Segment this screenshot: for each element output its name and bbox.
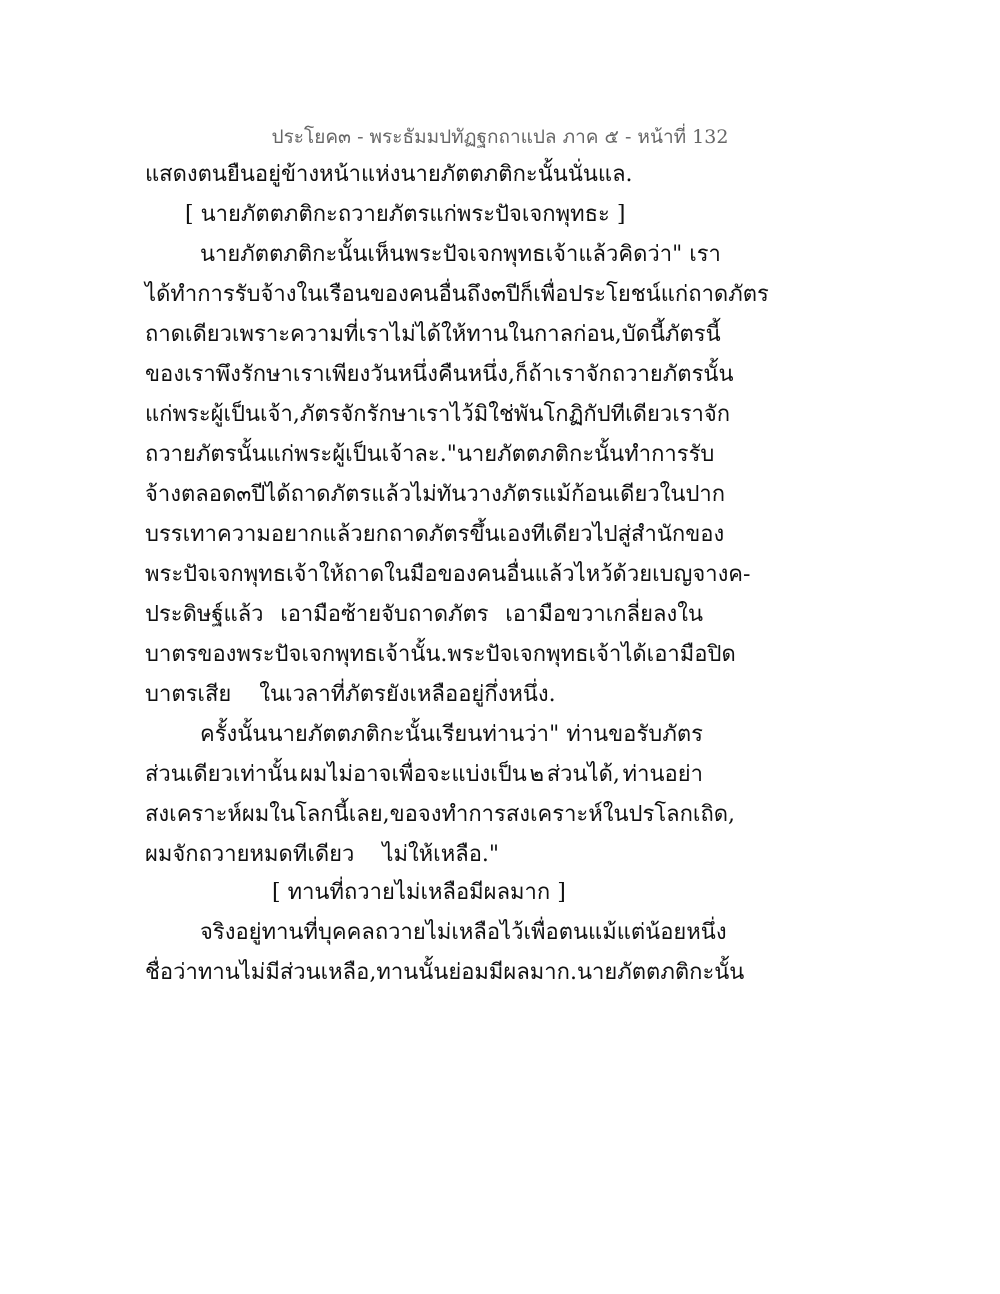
word: ชื่อว่าทานไม่มีส่วนเหลือ, [145,960,377,985]
word: ได้ทำการรับจ้างในเรือนของคนอื่นถึง [145,282,491,307]
word: ทานนั้นย่อมมีผลมาก. [376,960,577,985]
text-line [145,760,703,790]
text-line [145,400,731,430]
word: ภัตร [662,722,703,747]
text-line [145,160,703,190]
text-line [145,600,703,630]
word: เอามือซ้ายจับถาดภัตร [280,602,489,627]
word: ก็เพื่อประโยชน์แก่ถาดภัตร [519,282,769,307]
word: บาตรของพระปัจเจกพุทธเจ้านั้น. [145,642,448,667]
word: คิดว่า [618,242,673,267]
text-line [145,800,736,830]
word: ท่านอย่า [622,762,703,787]
word: ผมจักถวายหมดทีเดียว [145,842,355,867]
word: นายภัตตภติกะนั้น [200,242,368,267]
word: เรียนท่านว่า [435,722,549,747]
word: ในเวลาที่ภัตรยังเหลืออยู่กึ่งหนึ่ง. [259,682,556,707]
text-line [145,280,769,310]
word: [ นายภัตตภติกะถวายภัตรแก่พระปัจเจกพุทธะ ] [185,202,626,227]
word: เห็นพระปัจเจกพุทธเจ้าแล้ว [367,242,619,267]
word: พระปัจเจกพุทธเจ้า [145,562,319,587]
text-line [145,640,736,670]
word: เพราะความที่เราไม่ได้ให้ทานในกาลก่อน, [232,322,622,347]
word: ๓ [490,282,506,307]
word: [ ทานที่ถวายไม่เหลือมีผลมาก ] [272,880,566,905]
word: ๓ [236,482,252,507]
word: ขอจงทำการสงเคราะห์ในปรโลกเถิด, [389,802,736,827]
text-line [145,360,734,390]
word: นายภัตตภติกะนั้น [456,442,625,467]
word: ก็ถ้าเราจักถวายภัตรนั้น [514,362,734,387]
word: ส่วนได้, [546,762,620,787]
word: บาตรเสีย [145,682,232,707]
word: แสดงตนยืนอยู่ข้างหน้าแห่งนายภัตตภติกะนั้นนั่นแล. [145,162,633,187]
word: ทำการรับ [624,442,715,467]
text-line [145,480,726,510]
paragraph-first-line [200,720,703,750]
word: ถาดเดียว [145,322,233,347]
word: ไม่ทันวางภัตรแม้ก้อนเดียวในปาก [411,482,726,507]
word: ให้ถาดในมือของคนอื่นแล้ว [318,562,575,587]
word: ปี [505,282,520,307]
word: ภัตรจักรักษาเราไว้มิใช่พันโกฏิกัปทีเดียว [299,402,673,427]
paragraph-first-line [200,918,727,948]
word: " เรา [672,242,721,267]
text-line [145,680,703,710]
word: ยกถาดภัตรขึ้นเองทีเดียว [362,522,593,547]
word: " ท่านขอรับ [549,722,663,747]
word: ครั้งนั้น [200,722,268,747]
word: ๒ [529,762,545,787]
word: ถวายภัตรนั้น [145,442,267,467]
word: บรรเทาความอยากแล้ว [145,522,363,547]
word: ของเราพึงรักษาเราเพียงวันหนึ่งคืนหนึ่ง, [145,362,515,387]
word: ไปสู่สำนักของ [592,522,725,547]
section-heading [185,200,685,230]
word: นายภัตตภติกะนั้น [576,960,745,985]
section-heading [272,878,672,908]
word: ทานที่บุคคลถวายไม่เหลือไว้เพื่อตนแม้แต่น้อยหนึ่ง [261,920,727,945]
word: บัดนี้ [621,322,665,347]
text-line [145,560,751,590]
word: จ้างตลอด [145,482,237,507]
text-line [145,958,745,988]
text-line [145,320,721,350]
word: ผมไม่อาจเพื่อจะแบ่งเป็น [300,762,527,787]
word: แก่พระผู้เป็นเจ้า, [145,402,300,427]
word: ไม่ให้เหลือ." [382,842,500,867]
word: เอามือขวาเกลี่ยลงใน [505,602,703,627]
word: แก่พระผู้เป็นเจ้าละ." [266,442,457,467]
word: ไหว้ด้วยเบญจางค- [574,562,751,587]
paragraph-first-line [200,240,721,270]
word: ส่วนเดียวเท่านั้น [145,762,298,787]
word: เราจัก [672,402,731,427]
word: พระปัจเจกพุทธเจ้าได้เอามือปิด [447,642,736,667]
text-line [145,520,725,550]
word: ประดิษฐ์แล้ว [145,602,264,627]
word: จริงอยู่ [200,920,262,945]
word: ได้ถาดภัตรแล้ว [265,482,412,507]
word: ภัตรนี้ [665,322,721,347]
text-line [145,840,703,870]
text-line [145,440,715,470]
word: นายภัตตภติกะนั้น [267,722,435,747]
word: สงเคราะห์ผมในโลกนี้เลย, [145,802,390,827]
running-head: ประโยค๓ - พระธัมมปทัฏฐกถาแปล ภาค ๕ - หน้าที่ 132 [271,126,729,148]
word: ปี [251,482,266,507]
